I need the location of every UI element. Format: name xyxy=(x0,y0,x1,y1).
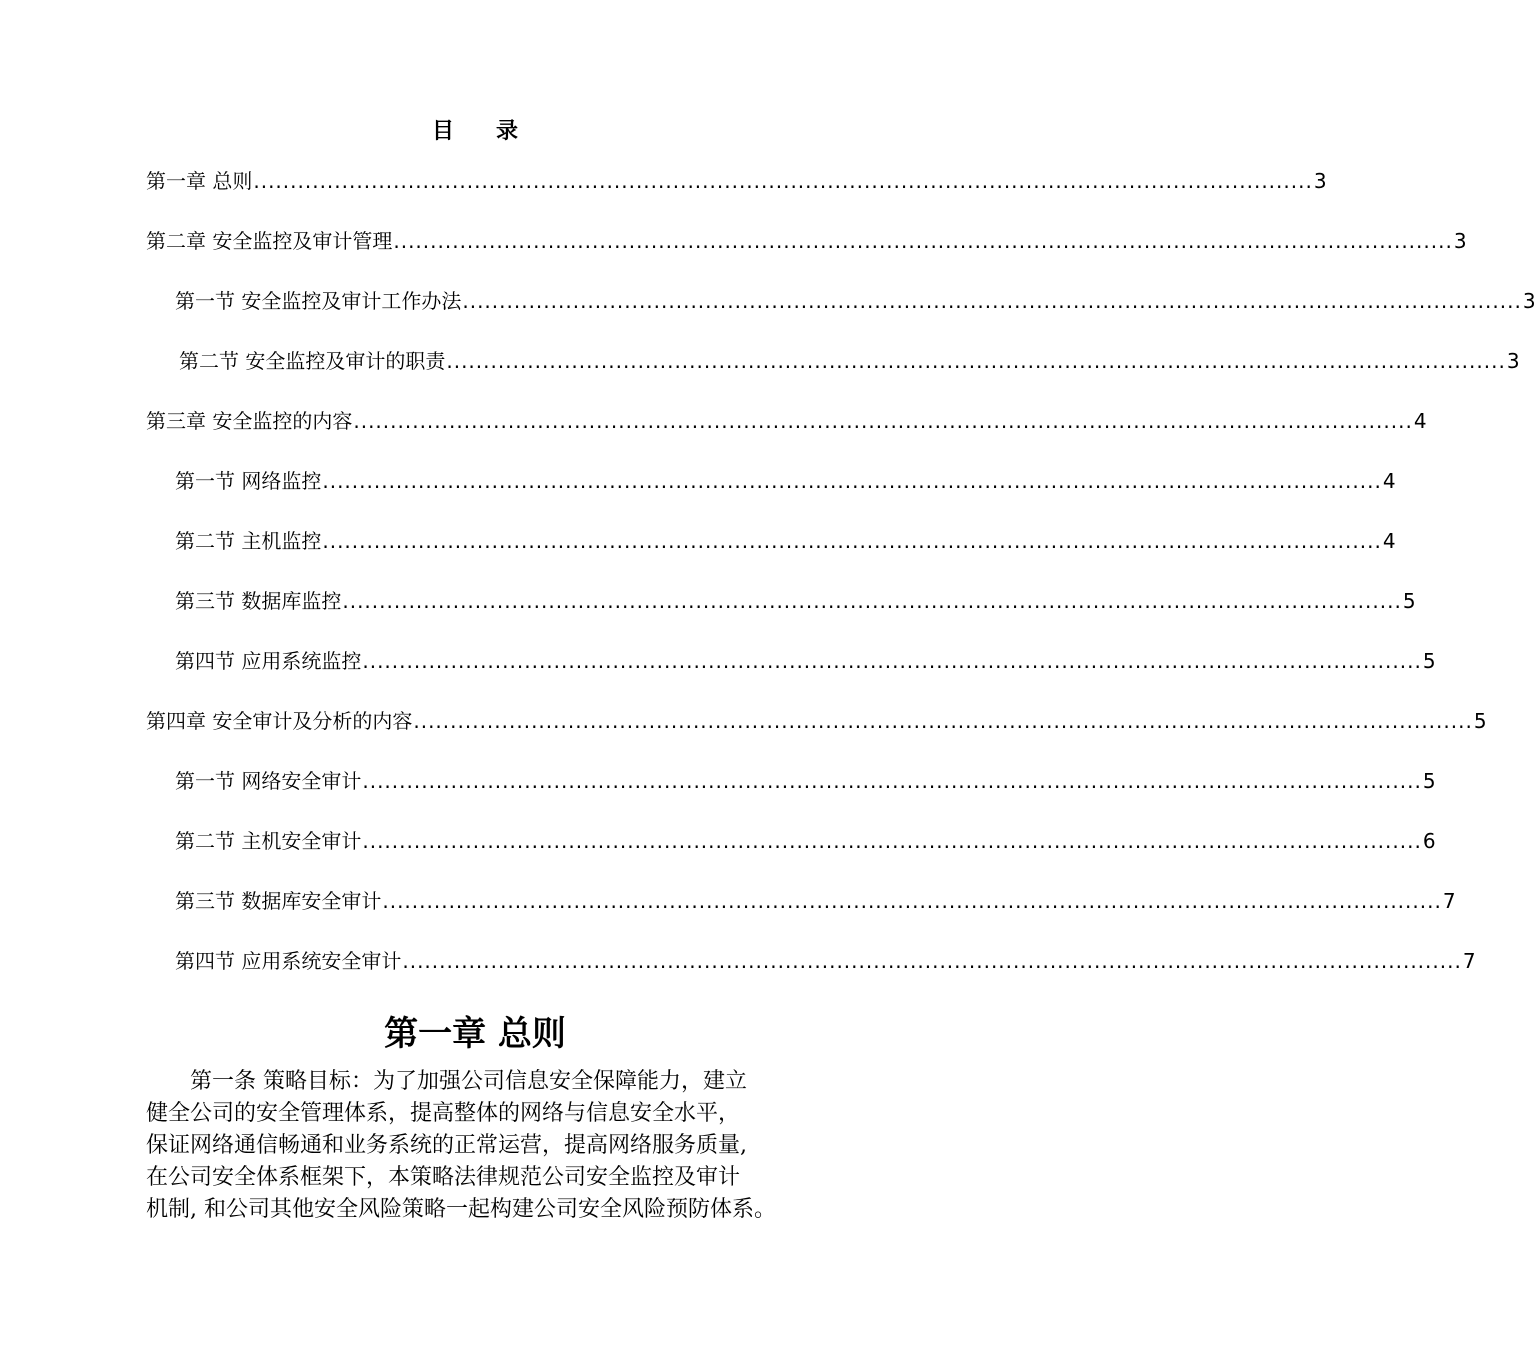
toc-page-number: 4 xyxy=(1382,529,1396,553)
toc-page-number: 5 xyxy=(1402,589,1416,613)
toc-entry-label: 第四节 应用系统安全审计 xyxy=(175,949,402,973)
toc-entry-label: 第四章 安全审计及分析的内容 xyxy=(146,709,413,733)
toc-entry-chapter-4[interactable] xyxy=(146,706,1487,736)
toc-entry-section[interactable] xyxy=(175,886,1456,916)
toc-entry-section[interactable] xyxy=(179,346,1520,376)
toc-entry-label: 第二节 主机安全审计 xyxy=(175,829,362,853)
toc-title xyxy=(0,114,950,145)
toc-entry-label: 第三节 数据库安全审计 xyxy=(175,889,382,913)
toc-entry-section[interactable] xyxy=(175,766,1436,796)
toc-title-right: 录 xyxy=(496,119,519,144)
chapter-paragraph xyxy=(146,1066,826,1226)
toc-leader-dots: ................................................................................................................................................ xyxy=(322,529,1382,553)
toc-entry-label: 第二章 安全监控及审计管理 xyxy=(146,229,393,253)
toc-page-number: 5 xyxy=(1422,769,1436,793)
toc-leader-dots: ................................................................................................................................................ xyxy=(402,949,1462,973)
toc-entry-chapter-1[interactable] xyxy=(146,166,1327,196)
paragraph-line: 保证网络通信畅通和业务系统的正常运营，提高网络服务质量, xyxy=(146,1133,747,1158)
toc-leader-dots: ................................................................................................................................................ xyxy=(413,709,1473,733)
toc-entry-section[interactable] xyxy=(175,826,1436,856)
toc-leader-dots: ................................................................................................................................................ xyxy=(253,169,1313,193)
toc-entry-section[interactable] xyxy=(175,466,1396,496)
toc-leader-dots: ................................................................................................................................................ xyxy=(342,589,1402,613)
toc-entry-label: 第一节 安全监控及审计工作办法 xyxy=(175,289,462,313)
toc-entry-section[interactable] xyxy=(175,946,1476,976)
toc-page-number: 5 xyxy=(1422,649,1436,673)
toc-page-number: 3 xyxy=(1522,289,1536,313)
toc-entry-chapter-2[interactable] xyxy=(146,226,1467,256)
toc-leader-dots: ................................................................................................................................................ xyxy=(446,349,1506,373)
toc-page-number: 5 xyxy=(1473,709,1487,733)
toc-entry-label: 第一节 网络监控 xyxy=(175,469,322,493)
toc-title-left: 目 xyxy=(431,119,454,144)
toc-page-number: 3 xyxy=(1453,229,1467,253)
toc-leader-dots: ................................................................................................................................................ xyxy=(362,769,1422,793)
toc-leader-dots: ................................................................................................................................................ xyxy=(462,289,1522,313)
toc-page-number: 3 xyxy=(1506,349,1520,373)
paragraph-line: 在公司安全体系框架下，本策略法律规范公司安全监控及审计 xyxy=(146,1165,741,1190)
toc-entry-label: 第三章 安全监控的内容 xyxy=(146,409,353,433)
toc-entry-label: 第三节 数据库监控 xyxy=(175,589,342,613)
toc-leader-dots: ................................................................................................................................................ xyxy=(362,829,1422,853)
toc-leader-dots: ................................................................................................................................................ xyxy=(322,469,1382,493)
toc-page-number: 7 xyxy=(1442,889,1456,913)
toc-entry-label: 第一章 总则 xyxy=(146,169,253,193)
toc-leader-dots: ................................................................................................................................................ xyxy=(393,229,1453,253)
toc-entry-section[interactable] xyxy=(175,526,1396,556)
toc-entry-section[interactable] xyxy=(175,646,1436,676)
toc-page-number: 4 xyxy=(1382,469,1396,493)
toc-page-number: 3 xyxy=(1313,169,1327,193)
toc-entry-chapter-3[interactable] xyxy=(146,406,1427,436)
toc-page-number: 7 xyxy=(1462,949,1476,973)
chapter-heading: 第一章 总则 xyxy=(384,1014,566,1054)
toc-page-number: 6 xyxy=(1422,829,1436,853)
toc-entry-section[interactable] xyxy=(175,586,1416,616)
paragraph-line: 第一条 策略目标：为了加强公司信息安全保障能力，建立 xyxy=(146,1069,747,1094)
toc-entry-label: 第四节 应用系统监控 xyxy=(175,649,362,673)
toc-entry-label: 第一节 网络安全审计 xyxy=(175,769,362,793)
paragraph-line: 健全公司的安全管理体系，提高整体的网络与信息安全水平， xyxy=(146,1101,741,1126)
toc-entry-section[interactable] xyxy=(175,286,1536,316)
toc-entry-label: 第二节 主机监控 xyxy=(175,529,322,553)
toc-leader-dots: ................................................................................................................................................ xyxy=(362,649,1422,673)
paragraph-line: 机制, 和公司其他安全风险策略一起构建公司安全风险预防体系。 xyxy=(146,1197,776,1222)
toc-page-number: 4 xyxy=(1413,409,1427,433)
toc-leader-dots: ................................................................................................................................................ xyxy=(353,409,1413,433)
toc-leader-dots: ................................................................................................................................................ xyxy=(382,889,1442,913)
toc-entry-label: 第二节 安全监控及审计的职责 xyxy=(179,349,446,373)
